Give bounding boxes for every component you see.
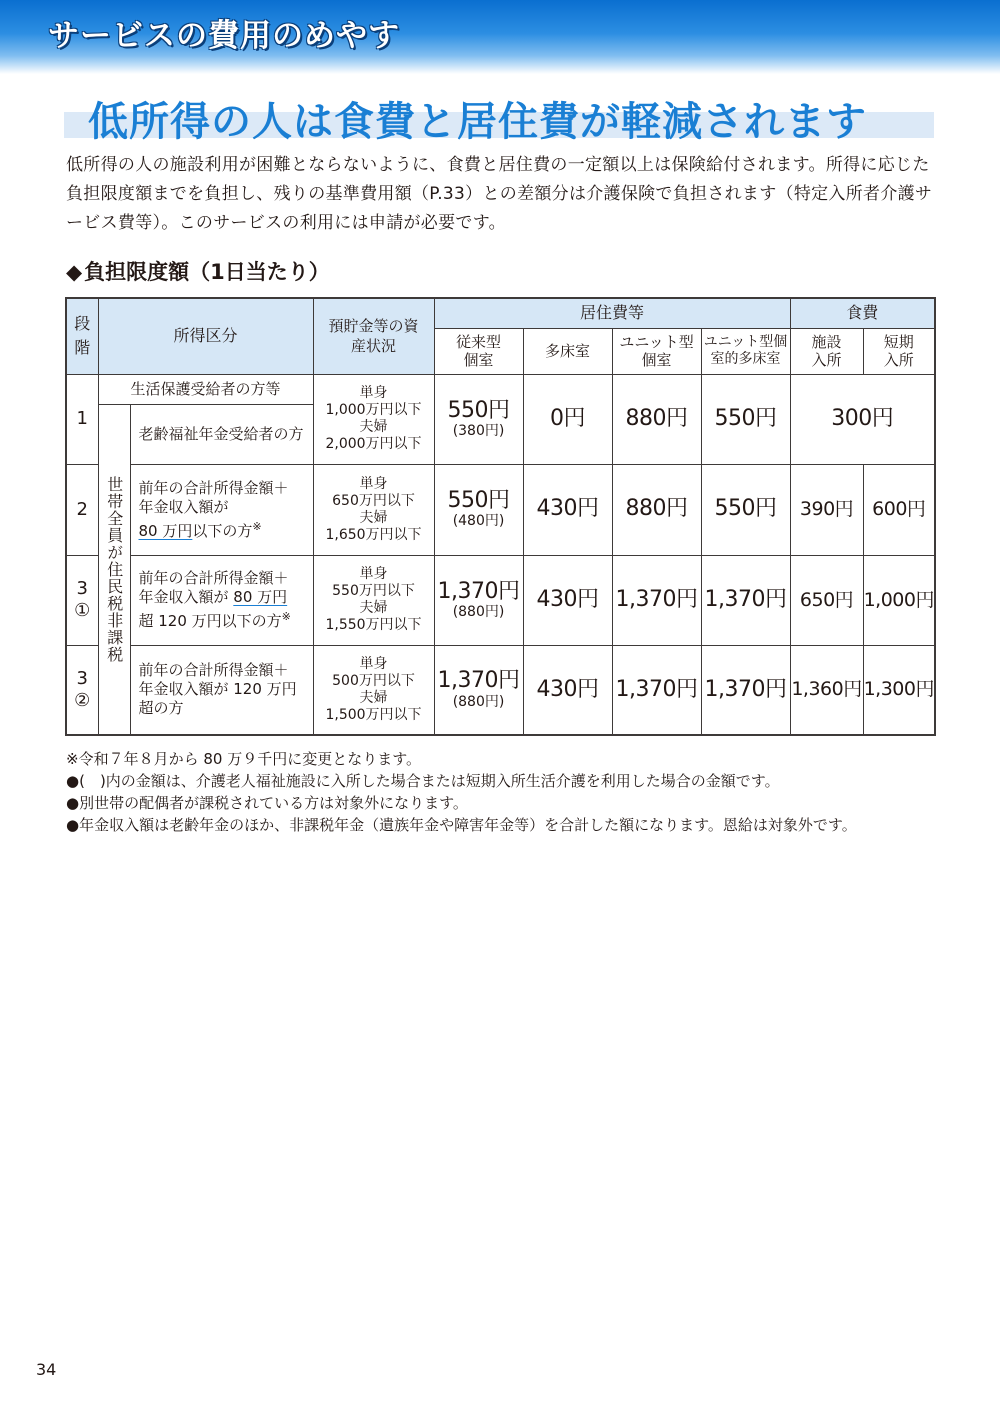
income-row2: 前年の合計所得金額＋ 年金収入額が 80 万円以下の方※ <box>130 464 313 555</box>
food-short-row3-1: 1,000円 <box>863 555 935 645</box>
header-income: 所得区分 <box>98 298 313 374</box>
page-number: 34 <box>36 1360 57 1379</box>
food-facility-row3-2: 1,360円 <box>790 645 863 735</box>
burden-limit-table <box>65 297 936 736</box>
vertical-label-cell <box>98 404 130 735</box>
stage-3-1: 3 ① <box>66 555 98 645</box>
income-row3-1: 前年の合計所得金額＋ 年金収入額が 80 万円 超 120 万円以下の方※ <box>130 555 313 645</box>
page-header-title: サービスの費用のめやす <box>48 18 400 54</box>
header-unit: ユニット型個室 <box>612 328 701 374</box>
unit-tasho-row2: 550円 <box>701 464 790 555</box>
food-row1: 300円 <box>790 374 935 464</box>
unit-row3-1: 1,370円 <box>612 555 701 645</box>
income-row3-2: 前年の合計所得金額＋ 年金収入額が 120 万円 超の方 <box>130 645 313 735</box>
footnotes <box>66 748 946 836</box>
assets-row1: 単身 1,000万円以下 夫婦 2,000万円以下 <box>313 374 434 464</box>
tasho-row1: 0円 <box>523 374 612 464</box>
footnote-spouse: ●別世帯の配偶者が課税されている方は対象外になります。 <box>66 794 468 812</box>
tasho-row3-1: 430円 <box>523 555 612 645</box>
food-short-row3-2: 1,300円 <box>863 645 935 735</box>
header-stage: 段階 <box>66 298 98 374</box>
diamond-bullet: ◆ <box>66 260 83 284</box>
unit-tasho-row1: 550円 <box>701 374 790 464</box>
headline: 低所得の人は食費と居住費が軽減されます <box>88 99 867 145</box>
food-facility-row3-1: 650円 <box>790 555 863 645</box>
food-facility-row2: 390円 <box>790 464 863 555</box>
jurai-row1: 550円 (380円) <box>434 374 523 464</box>
stage-2: 2 <box>66 464 98 555</box>
unit-row1: 880円 <box>612 374 701 464</box>
footnote-pension: ●年金収入額は老齢年金のほか、非課税年金（遺族年金や障害年金等）を合計した額になります。恩給は対象外です。 <box>66 816 857 834</box>
footnote-change: ※令和７年８月から 80 万９千円に変更となります。 <box>66 750 421 768</box>
header-tasho: 多床室 <box>523 328 612 374</box>
section-title: 負担限度額（1日当たり） <box>84 260 330 284</box>
intro-paragraph: 低所得の人の施設利用が困難とならないように、食費と居住費の一定額以上は保険給付されます。所得に応じた負担限度額までを負担し、残りの基準費用額（P.33）との差額分は介護保険で負担されます（特定入所者介護サービス費等）。このサービスの利用には申請が必要です。 <box>66 155 933 233</box>
assets-row2: 単身 650万円以下 夫婦 1,650万円以下 <box>313 464 434 555</box>
unit-tasho-row3-1: 1,370円 <box>701 555 790 645</box>
header-food-short: 短期入所 <box>863 328 935 374</box>
tasho-row3-2: 430円 <box>523 645 612 735</box>
vertical-label: 世帯全員が住民税非課税 <box>104 475 124 663</box>
jurai-row3-1: 1,370円 (880円) <box>434 555 523 645</box>
header-assets: 預貯金等の資産状況 <box>313 298 434 374</box>
jurai-row3-2: 1,370円 (880円) <box>434 645 523 735</box>
stage-1: 1 <box>66 374 98 464</box>
header-jurai: 従来型個室 <box>434 328 523 374</box>
header-housing-group: 居住費等 <box>434 298 790 328</box>
tasho-row2: 430円 <box>523 464 612 555</box>
assets-row3-2: 単身 500万円以下 夫婦 1,500万円以下 <box>313 645 434 735</box>
unit-tasho-row3-2: 1,370円 <box>701 645 790 735</box>
header-food-facility: 施設入所 <box>790 328 863 374</box>
unit-row3-2: 1,370円 <box>612 645 701 735</box>
header-unit-tasho: ユニット型個室的多床室 <box>701 328 790 374</box>
unit-row2: 880円 <box>612 464 701 555</box>
header-food-group: 食費 <box>790 298 935 328</box>
footnote-paren: ●( )内の金額は、介護老人福祉施設に入所した場合または短期入所生活介護を利用した場合の金額です。 <box>66 772 780 790</box>
income-top-row1: 生活保護受給者の方等 <box>98 374 313 404</box>
assets-row3-1: 単身 550万円以下 夫婦 1,550万円以下 <box>313 555 434 645</box>
section-heading <box>66 256 330 286</box>
jurai-row2: 550円 (480円) <box>434 464 523 555</box>
food-short-row2: 600円 <box>863 464 935 555</box>
stage-3-2: 3 ② <box>66 645 98 735</box>
income-row1: 老齢福祉年金受給者の方 <box>130 404 313 464</box>
